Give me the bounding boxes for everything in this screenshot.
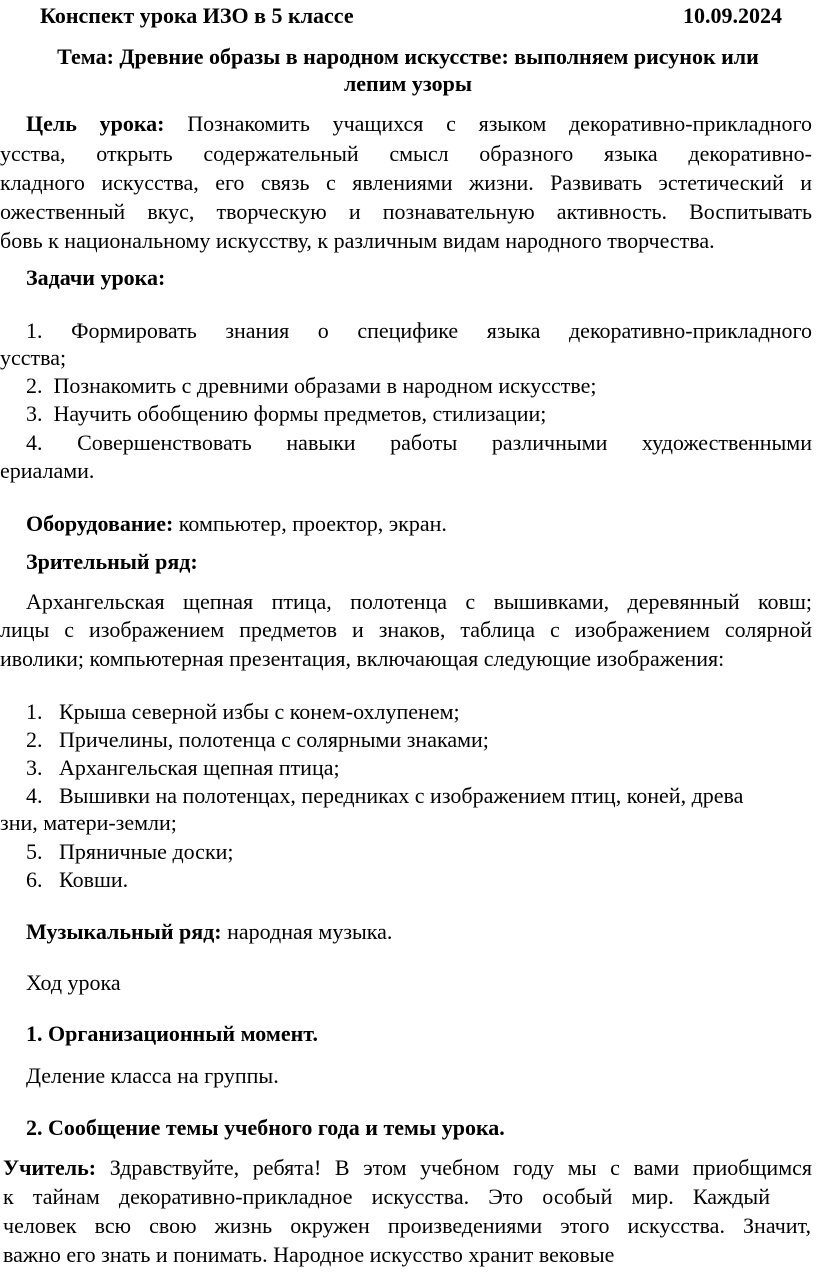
task-text: Познакомить с древними образами в народном искусстве; bbox=[53, 373, 597, 398]
visual-text-2: лицы с изображением предметов и знаков, таблица с изображением солярной bbox=[0, 617, 812, 642]
visual-item-number: 2. bbox=[26, 727, 43, 752]
music-text: народная музыка. bbox=[227, 919, 393, 944]
visual-item-text: Крыша северной избы с конем-охлупенем; bbox=[59, 699, 460, 724]
task-text: Формировать знания о специфике языка декоративно-прикладного bbox=[71, 318, 813, 343]
task-number: 1. bbox=[26, 318, 43, 343]
goal-text-1: Познакомить учащихся с языком декоративно-прикладного bbox=[187, 111, 813, 136]
task-number: 3. bbox=[26, 401, 43, 426]
section-2-heading: 2. Сообщение темы учебного года и темы урока. bbox=[26, 1115, 505, 1140]
goal-text-2: усства, открыть содержательный смысл образного языка декоративно- bbox=[0, 141, 812, 166]
teacher-line-1 bbox=[3, 1155, 812, 1181]
goal-paragraph-line-1 bbox=[26, 111, 812, 137]
document-date: 10.09.2024 bbox=[683, 3, 782, 28]
visual-heading: Зрительный ряд: bbox=[26, 549, 198, 574]
goal-text-4: ожественный вкус, творческую и познавательную активность. Воспитывать bbox=[0, 199, 812, 224]
visual-text-3: иволики; компьютерная презентация, включающая следующие изображения: bbox=[0, 646, 725, 671]
visual-item-4-cont: зни, матери-земли; bbox=[0, 810, 177, 835]
visual-item-number: 5. bbox=[26, 839, 43, 864]
teacher-text-3: человек всю свою жизнь окружен произведениями этого искусства. Значит, bbox=[3, 1213, 811, 1238]
task-item-3 bbox=[26, 401, 546, 427]
goal-label: Цель урока: bbox=[26, 111, 165, 136]
teacher-text-4: важно его знать и понимать. Народное искусство хранит вековые bbox=[3, 1242, 615, 1267]
visual-item-text: Ковши. bbox=[59, 867, 129, 892]
visual-item-2 bbox=[26, 727, 489, 753]
goal-text-5: бовь к национальному искусству, к различным видам народного творчества. bbox=[0, 228, 715, 253]
visual-item-number: 1. bbox=[26, 699, 43, 724]
section-1-text: Деление класса на группы. bbox=[26, 1063, 279, 1088]
task-text: Совершенствовать навыки работы различными художественными bbox=[77, 430, 813, 455]
visual-item-3 bbox=[26, 755, 340, 781]
topic-line-2: лепим узоры bbox=[343, 71, 473, 96]
music-label: Музыкальный ряд: bbox=[26, 919, 222, 944]
task-number: 4. bbox=[26, 430, 43, 455]
tasks-heading: Задачи урока: bbox=[26, 265, 166, 290]
topic-line-1: Тема: Древние образы в народном искусстве: выполняем рисунок или bbox=[57, 44, 759, 69]
task-text: Научить обобщению формы предметов, стилизации; bbox=[53, 401, 547, 426]
task-item-1-cont: усства; bbox=[0, 345, 67, 370]
visual-item-text: Архангельская щепная птица; bbox=[59, 755, 340, 780]
task-item-2 bbox=[26, 373, 597, 399]
equipment-text: компьютер, проектор, экран. bbox=[178, 511, 447, 536]
visual-item-5 bbox=[26, 839, 234, 865]
teacher-label: Учитель: bbox=[3, 1155, 97, 1180]
visual-item-1 bbox=[26, 699, 460, 725]
visual-item-number: 4. bbox=[26, 783, 43, 808]
equipment-line bbox=[26, 511, 447, 537]
visual-item-text: Вышивки на полотенцах, передниках с изображением птиц, коней, древа bbox=[59, 783, 744, 808]
section-1-heading: 1. Организационный момент. bbox=[26, 1021, 318, 1046]
lesson-heading: Ход урока bbox=[26, 970, 121, 995]
visual-item-number: 6. bbox=[26, 867, 43, 892]
goal-text-3: кладного искусства, его связь с явлениями жизни. Развивать эстетический и bbox=[0, 170, 812, 195]
task-number: 2. bbox=[26, 373, 43, 398]
teacher-text-1: Здравствуйте, ребята! В этом учебном году мы с вами приобщимся bbox=[109, 1155, 812, 1180]
task-item-1 bbox=[26, 318, 812, 344]
document-title: Конспект урока ИЗО в 5 классе bbox=[40, 3, 354, 28]
task-item-4-cont: ериалами. bbox=[0, 458, 95, 483]
visual-item-4 bbox=[26, 783, 743, 809]
visual-item-text: Причелины, полотенца с солярными знаками; bbox=[59, 727, 489, 752]
visual-text-1: Архангельская щепная птица, полотенца с вышивками, деревянный ковш; bbox=[26, 589, 812, 614]
music-line bbox=[26, 919, 392, 945]
visual-item-text: Пряничные доски; bbox=[59, 839, 234, 864]
visual-item-6 bbox=[26, 867, 128, 893]
teacher-text-2: к тайнам декоративно-прикладное искусства. Это особый мир. Каждый bbox=[3, 1184, 770, 1209]
task-item-4 bbox=[26, 430, 812, 456]
visual-item-number: 3. bbox=[26, 755, 43, 780]
equipment-label: Оборудование: bbox=[26, 511, 174, 536]
